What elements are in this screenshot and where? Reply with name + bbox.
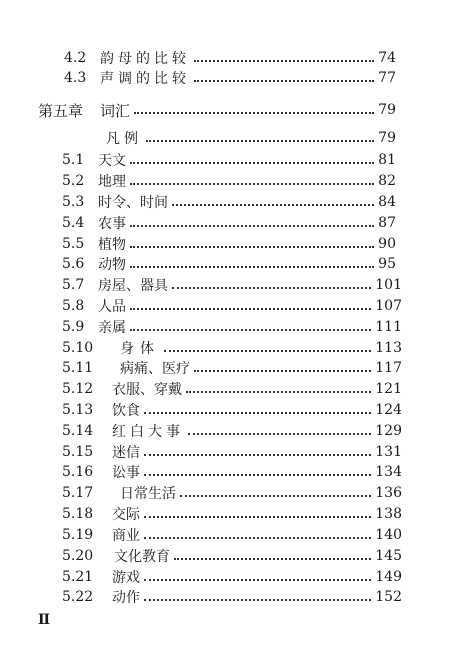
dot-leader (194, 60, 374, 62)
section-number: 4.2 (64, 50, 87, 66)
page-number: 131 (375, 444, 402, 460)
section-title: 讼事 (112, 465, 140, 481)
dot-leader (130, 266, 374, 268)
section-number: 5.21 (62, 569, 94, 585)
page-number: 134 (375, 464, 402, 480)
dot-leader (144, 516, 371, 518)
section-number: 4.3 (64, 70, 87, 86)
toc-entry (62, 504, 402, 524)
toc-entry (62, 567, 402, 587)
dot-leader (186, 391, 371, 393)
toc-entry (62, 483, 402, 503)
dot-leader (180, 495, 371, 497)
section-title: 迷信 (112, 445, 140, 461)
page-number: 74 (378, 50, 396, 66)
section-number: 5.6 (62, 256, 85, 272)
chapter-number: 第五章 (38, 101, 84, 120)
dot-leader (130, 329, 371, 331)
toc-entry (62, 317, 402, 337)
section-title: 房屋、器具 (98, 278, 168, 294)
section-title: 日常生活 (120, 486, 176, 502)
section-number: 5.20 (62, 548, 94, 564)
page-number: 145 (375, 548, 402, 564)
page-number: 84 (378, 194, 396, 210)
dot-leader (144, 454, 371, 456)
page-number: 90 (378, 236, 396, 252)
toc-entry (62, 192, 396, 212)
section-title: 身体 (120, 341, 160, 357)
toc-entry (64, 48, 396, 68)
section-title: 病痛、医疗 (120, 361, 190, 377)
toc-entry (62, 379, 402, 399)
dot-leader (144, 599, 371, 601)
page-number: 77 (378, 70, 396, 86)
page-number: 113 (375, 340, 402, 356)
section-title: 凡例 (106, 131, 142, 147)
page-number: 79 (378, 130, 396, 146)
toc-entry (62, 338, 402, 358)
section-number: 5.8 (62, 298, 85, 314)
dot-leader (130, 162, 374, 164)
page-number: 101 (375, 277, 402, 293)
toc-entry (62, 254, 396, 274)
section-title: 地理 (98, 174, 126, 190)
page-number: 79 (378, 102, 396, 118)
section-number: 5.4 (62, 215, 85, 231)
section-title: 韵母的比较 (100, 51, 190, 67)
section-number: 5.9 (62, 319, 85, 335)
page-number: 87 (378, 215, 396, 231)
toc-chapter (38, 100, 396, 120)
page-number: 121 (375, 381, 402, 397)
page-number: 111 (375, 319, 402, 335)
section-title: 游戏 (112, 570, 140, 586)
toc-entry (62, 421, 402, 441)
dot-leader (144, 412, 371, 414)
page-number: 82 (378, 173, 396, 189)
dot-leader (146, 140, 374, 142)
section-title: 动作 (112, 590, 140, 606)
section-number: 5.2 (62, 173, 85, 189)
toc-entry (62, 358, 402, 378)
section-title: 交际 (112, 507, 140, 523)
section-number: 5.13 (62, 402, 94, 418)
section-title: 农事 (98, 216, 126, 232)
section-title: 红白大事 (112, 424, 184, 440)
section-number: 5.14 (62, 423, 94, 439)
section-number: 5.5 (62, 236, 85, 252)
section-number: 5.18 (62, 506, 94, 522)
section-title: 声调的比较 (100, 71, 190, 87)
dot-leader (130, 225, 374, 227)
section-number: 5.22 (62, 589, 94, 605)
page-number: 117 (375, 360, 402, 376)
dot-leader (144, 579, 371, 581)
dot-leader (130, 246, 374, 248)
page-number: 81 (378, 152, 396, 168)
toc-entry (62, 275, 402, 295)
dot-leader (144, 474, 371, 476)
dot-leader (174, 558, 371, 560)
section-number: 5.1 (62, 152, 85, 168)
section-title: 人品 (98, 299, 126, 315)
dot-leader (194, 370, 371, 372)
section-title: 商业 (112, 528, 140, 544)
dot-leader (134, 112, 374, 114)
toc-entry (62, 400, 402, 420)
toc-entry (64, 68, 396, 88)
section-number: 5.10 (62, 340, 94, 356)
dot-leader (172, 287, 371, 289)
section-number: 5.3 (62, 194, 85, 210)
section-title: 天文 (98, 153, 126, 169)
toc-entry (62, 150, 396, 170)
page-number: 136 (375, 485, 402, 501)
dot-leader (130, 183, 374, 185)
toc-entry (62, 234, 396, 254)
section-title: 衣服、穿戴 (112, 382, 182, 398)
section-number: 5.7 (62, 277, 85, 293)
toc-entry (62, 171, 396, 191)
section-title: 时令、时间 (98, 195, 168, 211)
page-number: 149 (375, 569, 402, 585)
toc-entry (62, 587, 402, 607)
toc-entry (62, 546, 402, 566)
section-number: 5.11 (62, 360, 94, 376)
dot-leader (164, 350, 371, 352)
page-number: 107 (375, 298, 402, 314)
dot-leader (130, 308, 371, 310)
page-number: 95 (378, 256, 396, 272)
dot-leader (188, 433, 371, 435)
section-number: 5.12 (62, 381, 94, 397)
chapter-title: 词汇 (100, 101, 131, 120)
page-number: 124 (375, 402, 402, 418)
section-number: 5.17 (62, 485, 94, 501)
toc-entry (62, 525, 402, 545)
dot-leader (172, 204, 374, 206)
toc-entry (106, 128, 396, 148)
dot-leader (144, 537, 371, 539)
page-number: 152 (375, 589, 402, 605)
folio-page-number: II (38, 612, 50, 628)
section-number: 5.19 (62, 527, 94, 543)
toc-entry (62, 442, 402, 462)
dot-leader (194, 80, 374, 82)
page-number: 138 (375, 506, 402, 522)
section-title: 文化教育 (114, 549, 170, 565)
page-number: 140 (375, 527, 402, 543)
section-title: 亲属 (98, 320, 126, 336)
toc-entry (62, 462, 402, 482)
toc-entry (62, 296, 402, 316)
section-number: 5.16 (62, 464, 94, 480)
toc-entry (62, 213, 396, 233)
section-title: 饮食 (112, 403, 140, 419)
section-title: 动物 (98, 257, 126, 273)
section-number: 5.15 (62, 444, 94, 460)
page-number: 129 (375, 423, 402, 439)
section-title: 植物 (98, 237, 126, 253)
